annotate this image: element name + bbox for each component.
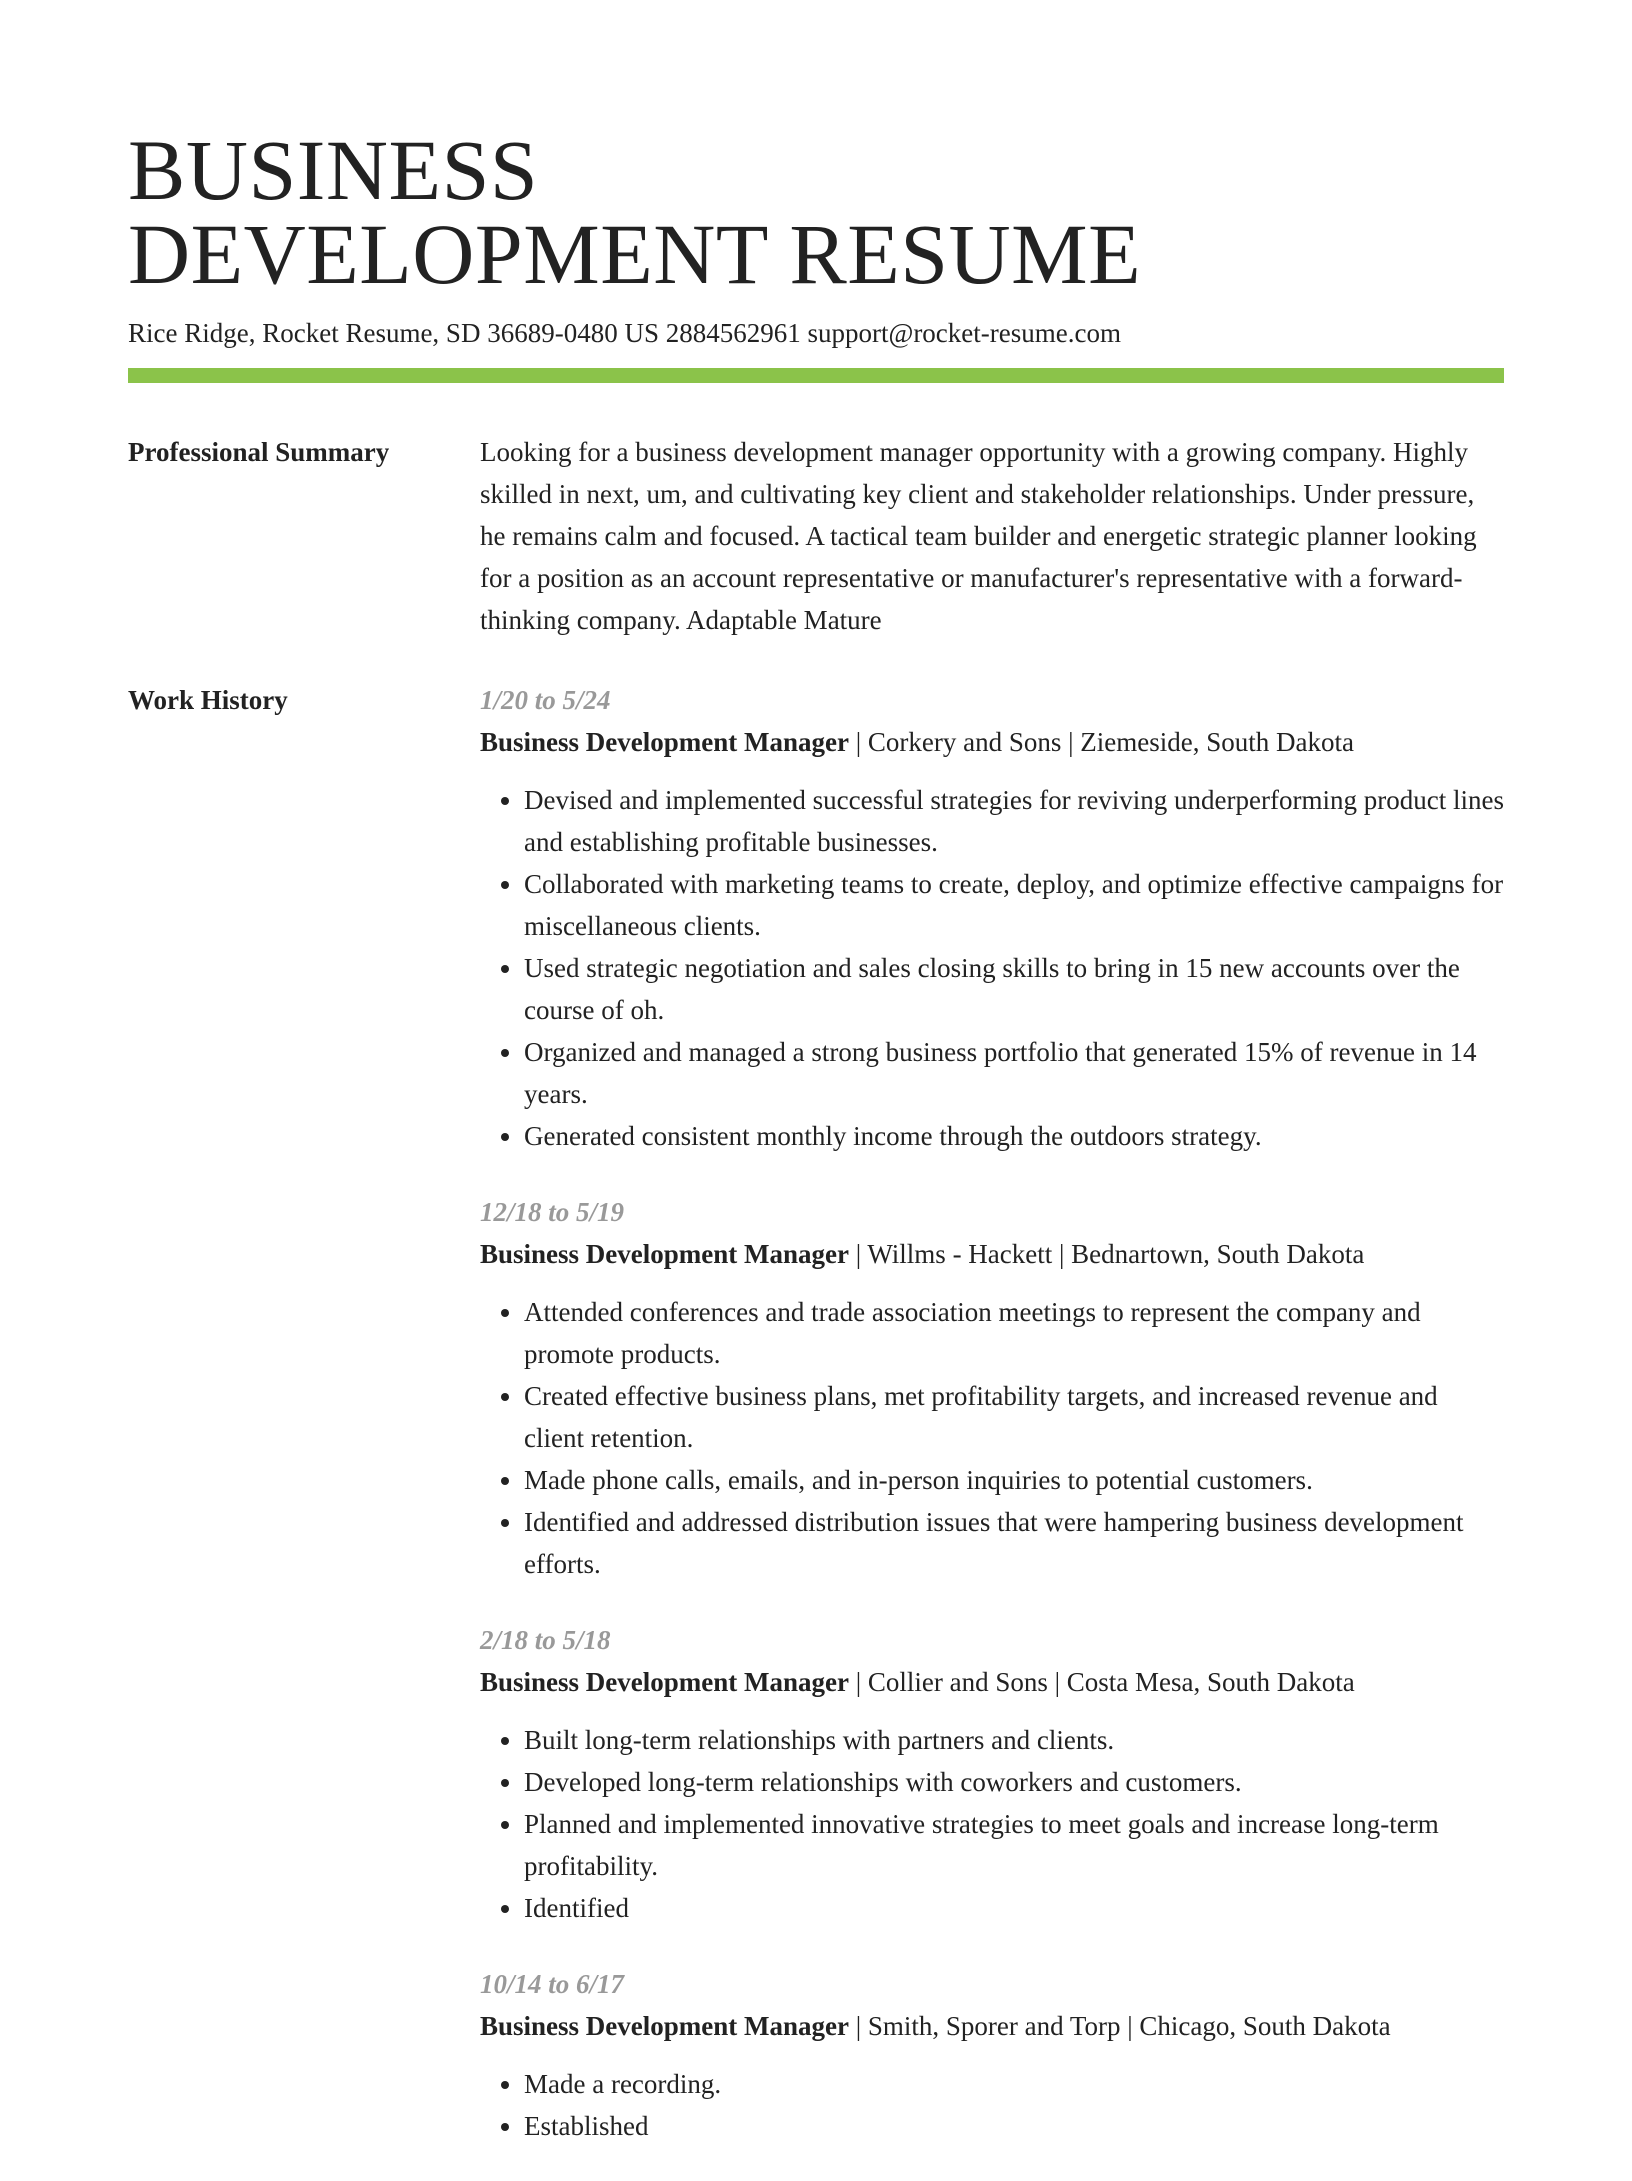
title-line-2: DEVELOPMENT RESUME <box>128 206 1142 302</box>
summary-label: Professional Summary <box>128 437 390 467</box>
job-company-location: | Collier and Sons | Costa Mesa, South Dakota <box>848 1667 1355 1697</box>
job-bullet: • Created effective business plans, met profitability targets, and increased revenue and client retention. <box>524 1375 1504 1459</box>
job-title: Business Development Manager <box>480 2011 849 2041</box>
job-bullet: • Planned and implemented innovative strategies to meet goals and increase long-term profitability. <box>524 1803 1504 1887</box>
work-history-label: Work History <box>128 685 288 715</box>
job-dates: 10/14 to 6/17 <box>480 1969 625 1999</box>
resume-page <box>128 122 1504 2181</box>
job-bullet: • Used strategic negotiation and sales closing skills to bring in 15 new accounts over the course of oh. <box>524 947 1504 1031</box>
job-bullet: • Organized and managed a strong business portfolio that generated 15% of revenue in 14 years. <box>524 1031 1504 1115</box>
job-bullets <box>480 1291 1504 1585</box>
job-bullets <box>480 1719 1504 1929</box>
job-company-location: | Willms - Hackett | Bednartown, South Dakota <box>848 1239 1365 1269</box>
job-title: Business Development Manager <box>480 727 849 757</box>
job-title: Business Development Manager <box>480 1239 849 1269</box>
job-entry <box>480 1619 1504 1929</box>
job-bullet: • Collaborated with marketing teams to create, deploy, and optimize effective campaigns for miscellaneous clients. <box>524 863 1504 947</box>
job-entry <box>480 1963 1504 2147</box>
job-bullet: • Attended conferences and trade association meetings to represent the company and promote products. <box>524 1291 1504 1375</box>
job-bullet: • Developed long-term relationships with coworkers and customers. <box>524 1761 1504 1803</box>
job-heading <box>480 1233 1504 1275</box>
resume-title <box>128 122 1504 302</box>
job-bullets <box>480 779 1504 1157</box>
job-heading <box>480 1661 1504 1703</box>
job-heading <box>480 721 1504 763</box>
job-entry <box>480 1191 1504 1585</box>
job-company-location: | Corkery and Sons | Ziemeside, South Dakota <box>848 727 1354 757</box>
job-bullet: • Identified and addressed distribution issues that were hampering business development efforts. <box>524 1501 1504 1585</box>
job-bullet: • Made a recording. <box>524 2063 1504 2105</box>
job-entry <box>480 679 1504 1157</box>
accent-divider <box>128 368 1504 383</box>
summary-text: Looking for a business development manager opportunity with a growing company. Highly skilled in next, um, and cultivating key client and stakeholder relationships. Under pressure, he remains calm and focused. A tactical team builder and energetic strategic planner looking for a position as an account representative or manufacturer's representative with a forward-thinking company. Adaptable Mature <box>480 437 1477 635</box>
job-heading <box>480 2005 1504 2047</box>
work-history-list <box>480 679 1504 2181</box>
summary-section <box>128 431 1504 641</box>
job-bullet: • Established <box>524 2105 1504 2147</box>
job-bullet: • Devised and implemented successful strategies for reviving underperforming product lines and establishing profitable businesses. <box>524 779 1504 863</box>
job-bullet: • Identified <box>524 1887 1504 1929</box>
job-dates: 12/18 to 5/19 <box>480 1197 625 1227</box>
job-dates: 2/18 to 5/18 <box>480 1625 611 1655</box>
job-dates: 1/20 to 5/24 <box>480 685 611 715</box>
contact-info: Rice Ridge, Rocket Resume, SD 36689-0480 US 2884562961 support@rocket-resume.com <box>128 318 1121 348</box>
job-bullet: • Built long-term relationships with partners and clients. <box>524 1719 1504 1761</box>
job-bullet: • Generated consistent monthly income through the outdoors strategy. <box>524 1115 1504 1157</box>
job-title: Business Development Manager <box>480 1667 849 1697</box>
job-bullet: • Made phone calls, emails, and in-person inquiries to potential customers. <box>524 1459 1504 1501</box>
job-company-location: | Smith, Sporer and Torp | Chicago, South Dakota <box>848 2011 1391 2041</box>
title-line-1: BUSINESS <box>128 122 539 218</box>
work-history-section <box>128 679 1504 2181</box>
job-bullets <box>480 2063 1504 2147</box>
